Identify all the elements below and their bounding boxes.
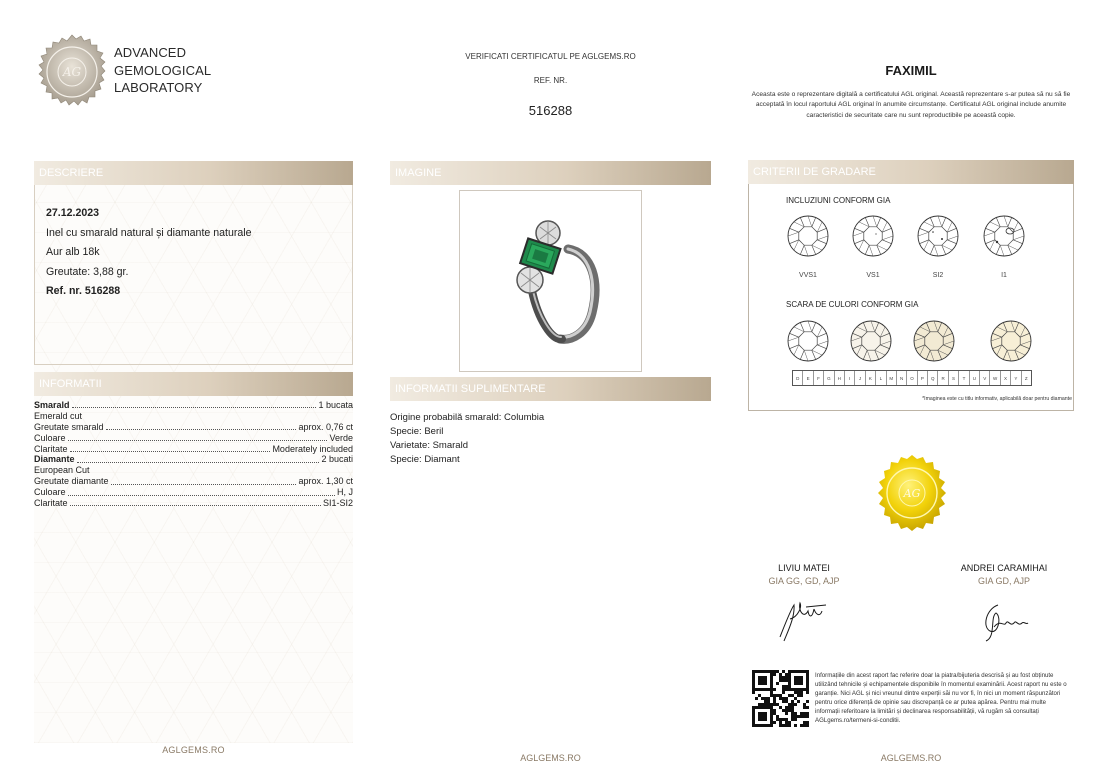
leader-dots	[68, 495, 335, 496]
leader-dots	[70, 505, 321, 506]
signer-1-name: LIVIU MATEI	[778, 563, 830, 573]
svg-text:AG: AG	[62, 65, 82, 79]
color-grade-cell: R	[938, 371, 948, 385]
color-scale-title: SCARA DE CULORI CONFORM GIA	[786, 300, 919, 309]
info-value: H, J	[336, 487, 353, 498]
color-grade-cell: U	[970, 371, 980, 385]
svg-text:AG: AG	[903, 487, 921, 500]
leader-dots	[111, 484, 297, 485]
leader-dots	[70, 451, 271, 452]
informatii-table	[34, 400, 353, 509]
section-header-descriere: DESCRIERE	[34, 161, 353, 185]
item-description: Inel cu smarald natural și diamante naturale	[46, 226, 252, 239]
info-key: Diamante	[34, 454, 75, 465]
verify-title: VERIFICATI CERTIFICATUL PE AGLGEMS.RO	[465, 52, 636, 61]
brand-line-2: GEMOLOGICAL	[114, 62, 212, 78]
descriere-content	[46, 204, 252, 302]
info-value: SI1-SI2	[322, 498, 353, 508]
inclusion-diamond-icon	[917, 215, 959, 262]
footer-website-center[interactable]: AGLGEMS.RO	[520, 753, 581, 763]
color-grade-cell: G	[824, 371, 834, 385]
info-key: Smarald	[34, 399, 70, 410]
inclusion-label: SI2	[932, 272, 944, 279]
signer-1-credentials: GIA GG, GD, AJP	[768, 576, 840, 586]
info-key: Greutate diamante	[34, 476, 109, 487]
info-row	[34, 422, 353, 433]
gold-seal-icon	[872, 453, 952, 533]
ref-label: REF. NR.	[533, 76, 568, 85]
color-grade-cell: I	[845, 371, 855, 385]
inclusion-diamond-icon	[983, 215, 1025, 262]
item-weight: Greutate: 3,88 gr.	[46, 265, 129, 278]
color-grade-cell: V	[980, 371, 990, 385]
report-date: 27.12.2023	[46, 207, 100, 219]
info-key: Culoare	[34, 432, 66, 443]
info-row	[34, 454, 353, 465]
info-value: 1 bucata	[318, 399, 353, 410]
info-key: Claritate	[34, 498, 68, 508]
inclusion-label: VS1	[866, 272, 880, 279]
inclusion-label: I1	[1001, 272, 1007, 279]
color-grade-cell: T	[959, 371, 969, 385]
supp-line: Specie: Diamant	[390, 454, 460, 465]
signer-2-credentials: GIA GD, AJP	[977, 576, 1031, 586]
faximil-disclaimer: Aceasta este o reprezentare digitală a certificatului AGL original. Această reprezentare s-ar putea să nu să fie acceptată în locul raportului AGL original în anumite circumstanțe. Certificatul AGL original include anumite caracteristici de securitate care nu sunt reproductibile pe această copie.	[751, 91, 1071, 119]
section-header-criterii: CRITERII DE GRADARE	[748, 160, 1074, 184]
supp-line: Origine probabilă smarald: Columbia	[390, 412, 545, 423]
color-grade-cell: P	[918, 371, 928, 385]
faximil-title: FAXIMIL	[885, 63, 937, 78]
color-diamond-icon	[850, 320, 892, 367]
info-value: Verde	[329, 432, 353, 443]
color-grade-cell: W	[990, 371, 1000, 385]
section-header-informatii-suplimentare: INFORMATII SUPLIMENTARE	[390, 377, 711, 401]
info-row	[34, 444, 353, 455]
item-ref: Ref. nr. 516288	[46, 285, 121, 297]
inclusion-label: VVS1	[799, 272, 817, 279]
leader-dots	[72, 407, 317, 408]
color-grade-cell: O	[907, 371, 917, 385]
ref-number: 516288	[528, 103, 573, 118]
info-key: European Cut	[34, 465, 90, 476]
color-grade-cell: H	[835, 371, 845, 385]
color-grade-cell: Z	[1024, 376, 1028, 381]
color-diamond-icon	[990, 320, 1032, 367]
color-scale-bar	[792, 370, 1032, 386]
agl-seal-logo	[34, 34, 110, 110]
info-key: Claritate	[34, 443, 68, 454]
brand-line-3: LABORATORY	[114, 80, 203, 95]
leader-dots	[77, 462, 320, 463]
info-value: Moderately included	[272, 443, 353, 454]
signature-1	[776, 597, 832, 643]
legal-disclaimer: Informațiile din acest raport fac referire doar la piatra/bijuteria descrisă și au fost obținute utilizând tehnicile și echipamentele disponibile în momentul examinării. Acest raport nu este o garanție. Nici AGL și nici vreunul dintre experții săi nu vor fi, în nici un moment răspunzători pentru orice diferență de opinie sau discrepanță ce ar putea apărea. Pentru mai multe informații referitoare la limitări și declinarea responsabilității, vă rugăm să consultați AGLgems.ro/termeni-si-conditii.	[815, 672, 1067, 724]
color-diamond-icon	[913, 320, 955, 367]
color-grade-cell: S	[949, 371, 959, 385]
qr-code[interactable]	[752, 670, 809, 727]
info-value: 2 bucati	[321, 454, 353, 465]
color-grade-cell: L	[876, 371, 886, 385]
supp-line: Specie: Beril	[390, 426, 444, 437]
section-header-imagine: IMAGINE	[390, 161, 711, 185]
color-grade-cell: Y	[1011, 371, 1021, 385]
color-grade-cell: F	[814, 371, 824, 385]
footer-website-left[interactable]: AGLGEMS.RO	[162, 745, 225, 755]
section-header-informatii: INFORMATII	[34, 372, 353, 396]
leader-dots	[68, 440, 328, 441]
ring-photo	[459, 190, 642, 372]
info-row	[34, 487, 353, 498]
inclusion-diamond-icon	[852, 215, 894, 262]
brand-line-1: ADVANCED	[114, 45, 187, 60]
info-row	[34, 411, 353, 422]
info-value: aprox. 0,76 ct	[298, 421, 353, 432]
info-row	[34, 433, 353, 444]
color-grade-cell: E	[803, 371, 813, 385]
color-grade-cell: X	[1001, 371, 1011, 385]
info-row	[34, 498, 353, 509]
color-diamond-icon	[787, 320, 829, 367]
info-value: aprox. 1,30 ct	[298, 476, 353, 487]
info-row	[34, 476, 353, 487]
informatii-suplimentare-content	[390, 411, 544, 467]
item-metal: Aur alb 18k	[46, 246, 100, 258]
inclusion-diamond-icon	[787, 215, 829, 262]
color-grade-cell: D	[793, 371, 803, 385]
color-grade-cell: Q	[928, 371, 938, 385]
brand-name	[114, 44, 211, 97]
supp-line: Varietate: Smarald	[390, 440, 468, 451]
footer-website-right[interactable]: AGLGEMS.RO	[880, 753, 942, 763]
color-grade-cell: N	[897, 371, 907, 385]
color-grade-cell: K	[866, 371, 876, 385]
leader-dots	[106, 429, 297, 430]
info-row	[34, 400, 353, 411]
color-grade-cell: M	[887, 371, 897, 385]
info-row	[34, 465, 353, 476]
info-key: Greutate smarald	[34, 421, 104, 432]
inclusions-title: INCLUZIUNI CONFORM GIA	[786, 196, 891, 205]
signer-2-name: ANDREI CARAMIHAI	[960, 563, 1048, 573]
signature-2	[976, 597, 1032, 643]
criteria-note: *Imaginea este cu titlu informativ, aplicabilă doar pentru diamante	[922, 396, 1072, 402]
info-key: Emerald cut	[34, 410, 83, 421]
color-grade-cell: J	[855, 371, 865, 385]
info-key: Culoare	[34, 487, 66, 498]
